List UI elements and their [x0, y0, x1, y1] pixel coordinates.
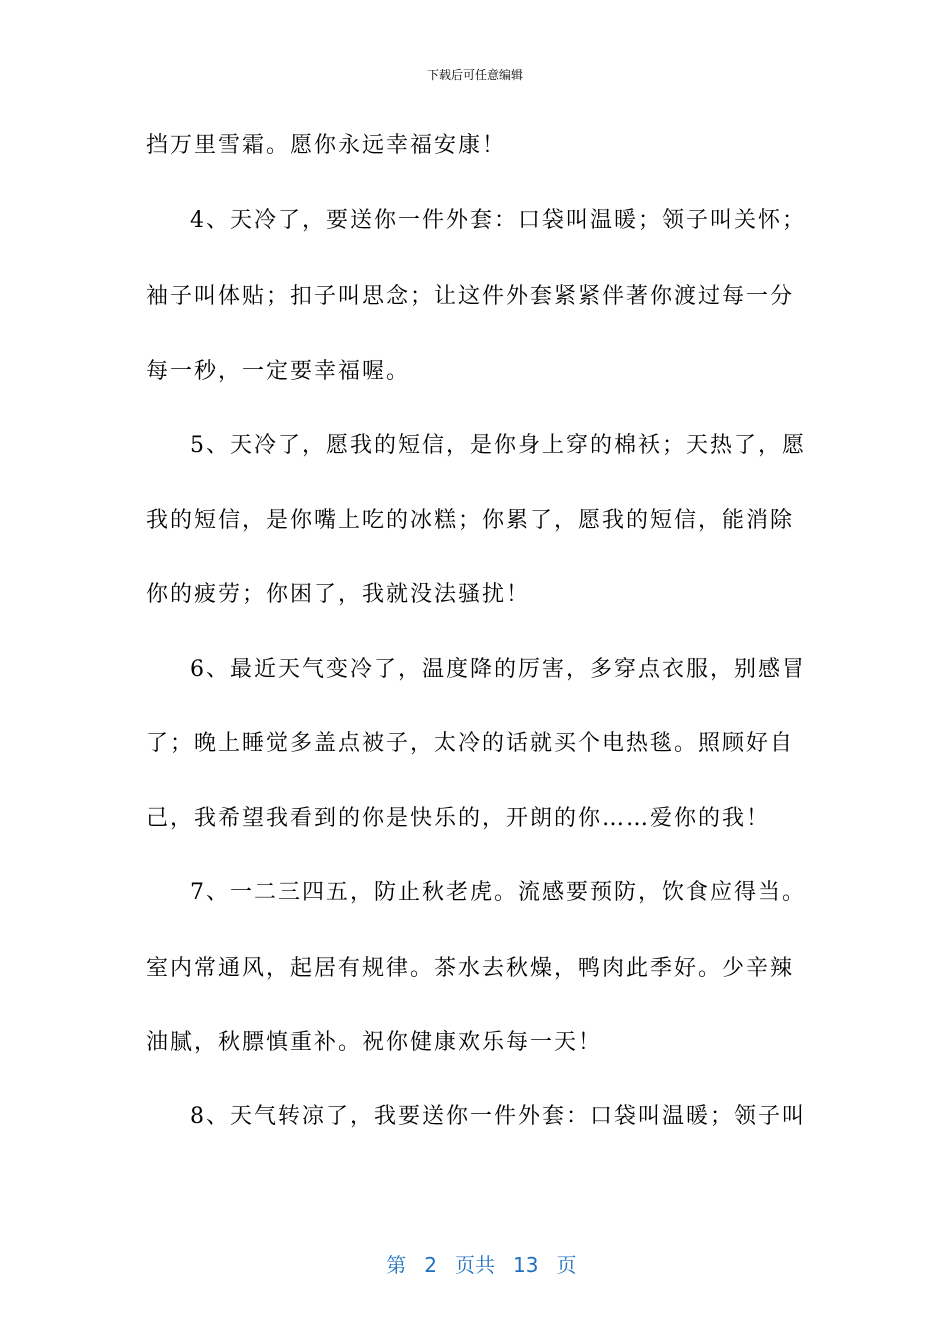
paragraph-line: 5、天冷了，愿我的短信，是你身上穿的棉袄；天热了，愿 [190, 433, 806, 458]
paragraph-line: 8、天气转凉了，我要送你一件外套：口袋叫温暖；领子叫 [190, 1104, 806, 1129]
paragraph-line: 我的短信，是你嘴上吃的冰糕；你累了，愿我的短信，能消除 [146, 508, 795, 533]
footer-total-pages: 13 [513, 1253, 539, 1277]
footer-middle: 页共 [455, 1253, 495, 1277]
footer-suffix: 页 [556, 1253, 577, 1277]
paragraph-line: 挡万里雪霜。愿你永远幸福安康！ [146, 133, 507, 158]
paragraph-line: 室内常通风，起居有规律。茶水去秋燥，鸭肉此季好。少辛辣 [146, 956, 795, 981]
footer-current-page: 2 [424, 1253, 437, 1277]
page-footer [0, 1226, 950, 1278]
page-header: 下载后可任意编辑 [426, 68, 523, 82]
paragraph-line: 袖子叫体贴；扣子叫思念；让这件外套紧紧伴著你渡过每一分 [146, 284, 795, 309]
paragraph-line: 你的疲劳；你困了，我就没法骚扰！ [146, 582, 531, 607]
paragraph-line: 4、天冷了，要送你一件外套：口袋叫温暖；领子叫关怀； [190, 208, 806, 233]
paragraph-line: 己，我希望我看到的你是快乐的，开朗的你……爱你的我！ [146, 806, 771, 831]
paragraph-line: 油腻，秋膘慎重补。祝你健康欢乐每一天！ [146, 1030, 603, 1055]
paragraph-line: 每一秒，一定要幸福喔。 [146, 359, 411, 384]
footer-prefix: 第 [386, 1253, 407, 1277]
paragraph-line: 6、最近天气变冷了，温度降的厉害，多穿点衣服，别感冒 [190, 657, 806, 682]
paragraph-line: 了；晚上睡觉多盖点被子，太冷的话就买个电热毯。照顾好自 [146, 731, 795, 756]
paragraph-line: 7、一二三四五，防止秋老虎。流感要预防，饮食应得当。 [190, 880, 806, 905]
